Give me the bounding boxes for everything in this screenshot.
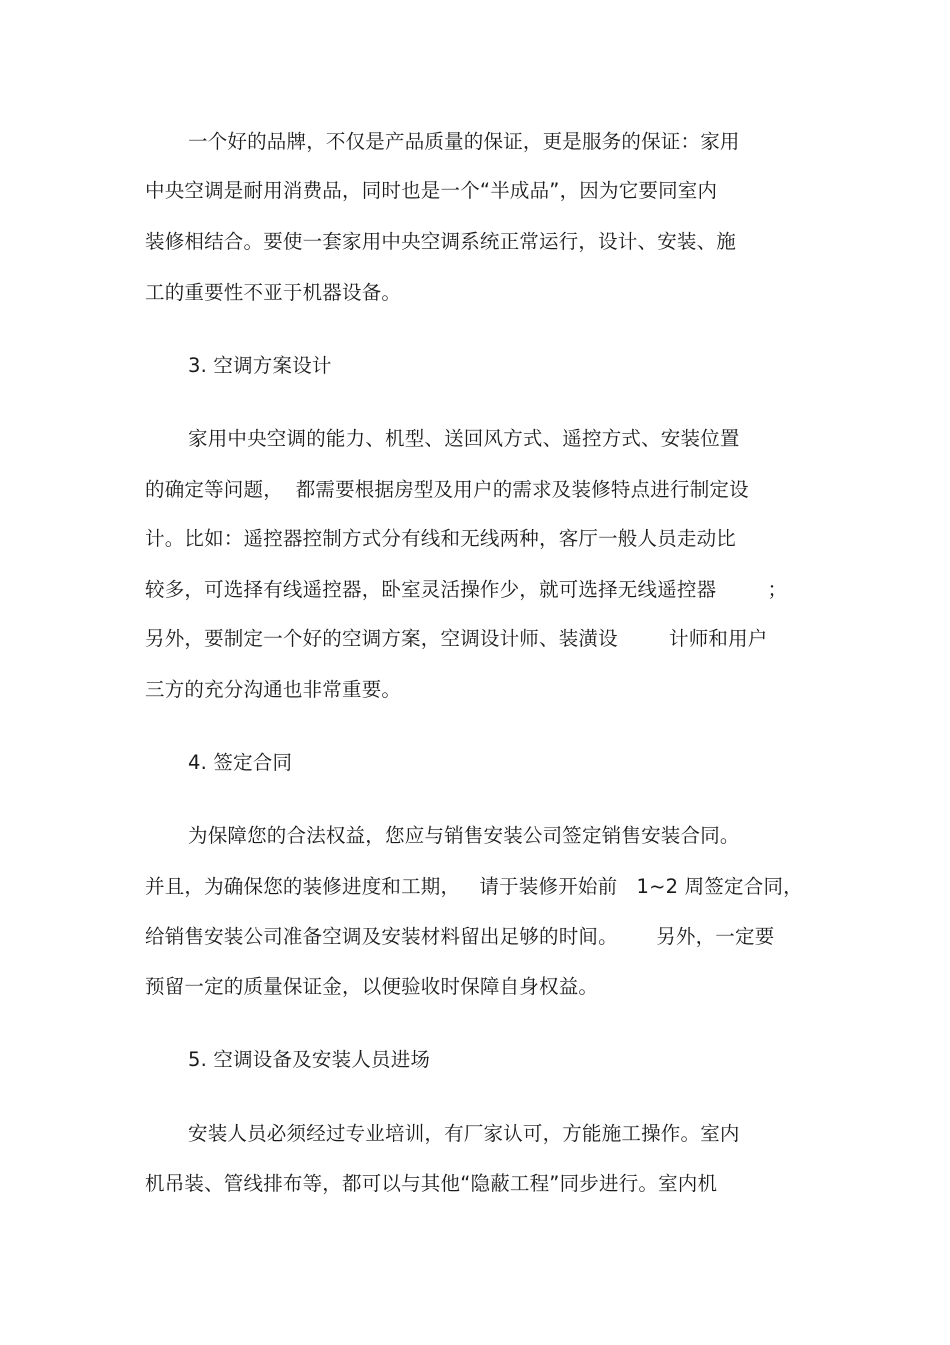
paragraph-3-line-3: 给销售安装公司准备空调及安装材料留出足够的时间。 另外，一定要: [145, 925, 775, 948]
paragraph-2-line-6: 三方的充分沟通也非常重要。: [145, 678, 402, 701]
paragraph-2-line-1: 家用中央空调的能力、机型、送回风方式、遥控方式、安装位置: [188, 427, 740, 450]
section-heading-5: 5. 空调设备及安装人员进场: [188, 1048, 431, 1071]
paragraph-4-line-2: 机吊装、管线排布等，都可以与其他“隐蔽工程”同步进行。室内机: [145, 1172, 718, 1195]
section-heading-4: 4. 签定合同: [188, 751, 293, 774]
paragraph-1-line-4: 工的重要性不亚于机器设备。: [145, 281, 402, 304]
paragraph-1-line-3: 装修相结合。要使一套家用中央空调系统正常运行，设计、安装、施: [145, 230, 737, 253]
paragraph-3-line-2: 并且，为确保您的装修进度和工期， 请于装修开始前 1~2 周签定合同，: [145, 875, 803, 898]
paragraph-2-line-3: 计。比如：遥控器控制方式分有线和无线两种，客厅一般人员走动比: [145, 527, 737, 550]
paragraph-3-line-4: 预留一定的质量保证金，以便验收时保障自身权益。: [145, 975, 599, 998]
paragraph-1-line-2: 中央空调是耐用消费品，同时也是一个“半成品”，因为它要同室内: [145, 179, 718, 202]
paragraph-1-line-1: 一个好的品牌，不仅是产品质量的保证，更是服务的保证：家用: [188, 130, 740, 153]
paragraph-2-line-4: 较多，可选择有线遥控器，卧室灵活操作少，就可选择无线遥控器 ；: [145, 578, 788, 601]
section-heading-3: 3. 空调方案设计: [188, 354, 332, 377]
paragraph-2-line-5: 另外，要制定一个好的空调方案，空调设计师、装潢设 计师和用户: [145, 627, 768, 650]
paragraph-3-line-1: 为保障您的合法权益，您应与销售安装公司签定销售安装合同。: [188, 824, 740, 847]
paragraph-4-line-1: 安装人员必须经过专业培训，有厂家认可，方能施工操作。室内: [188, 1122, 740, 1145]
paragraph-2-line-2: 的确定等问题， 都需要根据房型及用户的需求及装修特点进行制定设: [145, 478, 749, 501]
